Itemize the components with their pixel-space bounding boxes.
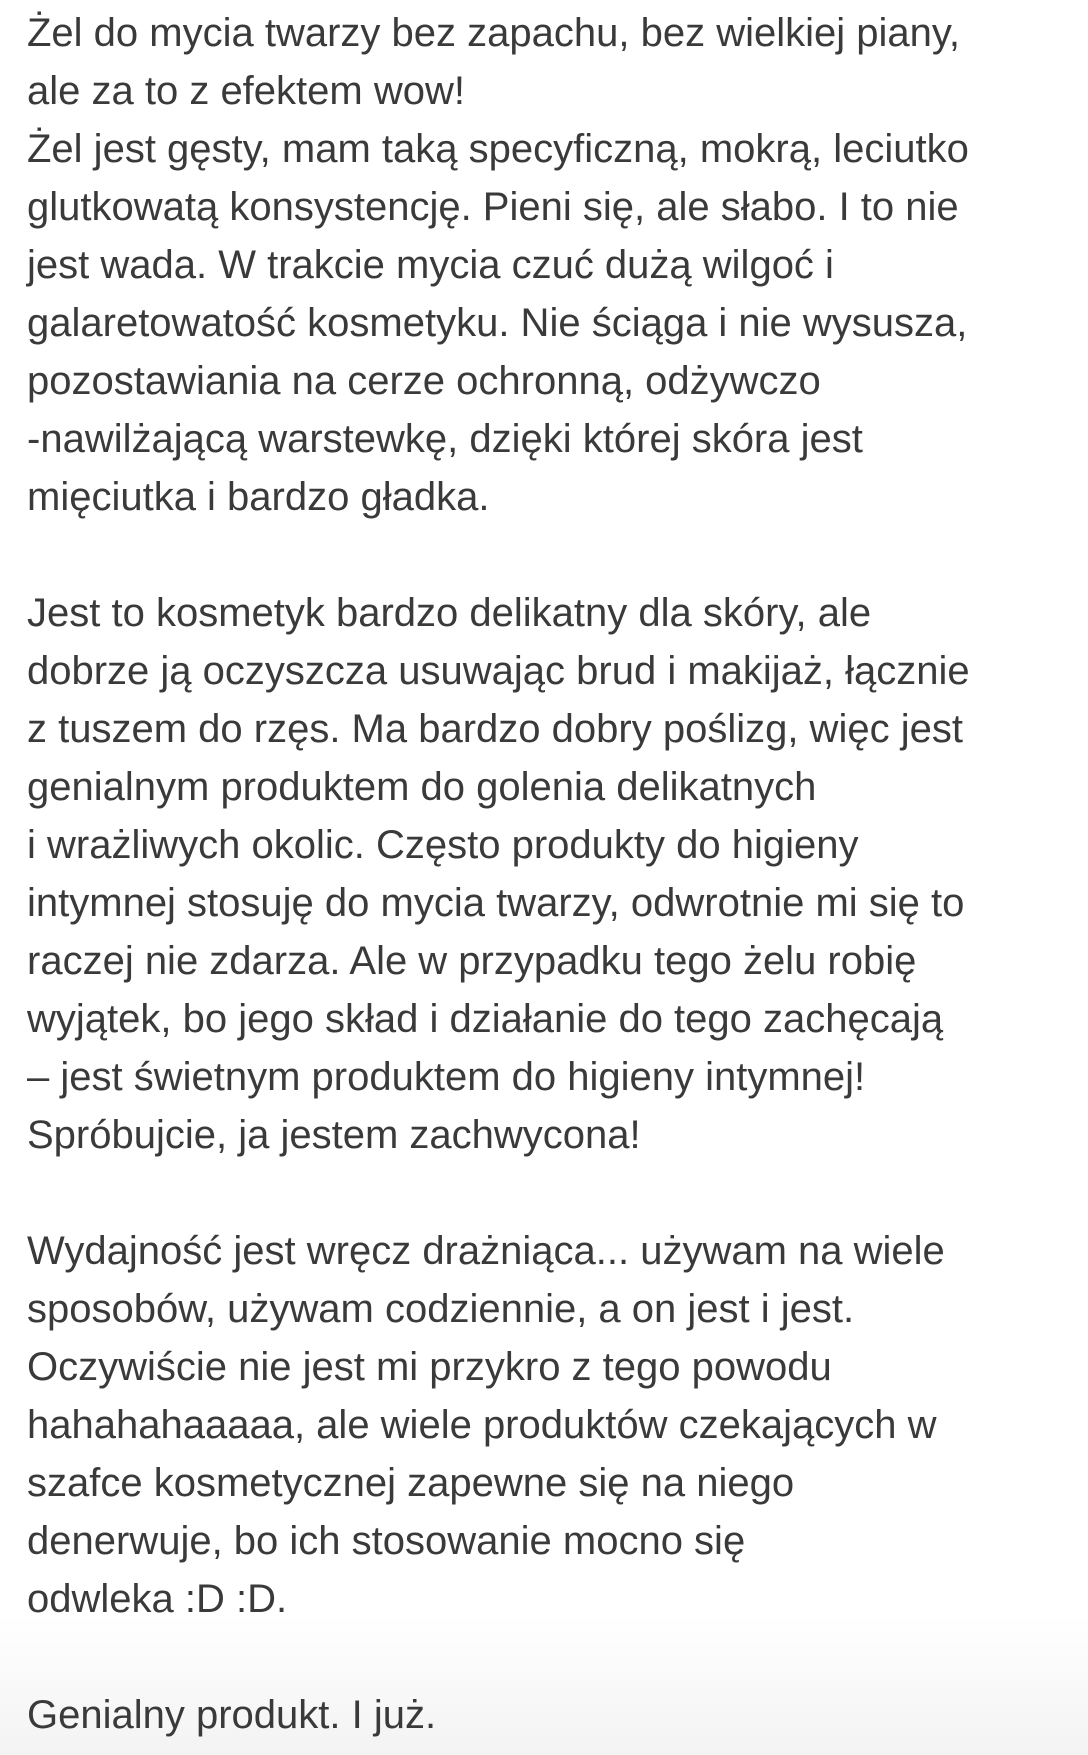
text-line: Jest to kosmetyk bardzo delikatny dla skóry, ale [27,591,872,635]
paragraph-2 [27,584,1077,1164]
paragraph-3 [27,1222,1077,1628]
text-line: denerwuje, bo ich stosowanie mocno się [27,1519,746,1563]
text-line: ale za to z efektem wow! [27,69,465,113]
text-line: glutkowatą konsystencję. Pieni się, ale słabo. I to nie [27,185,959,229]
text-line: hahahahaaaaa, ale wiele produktów czekających w [27,1403,937,1447]
text-line: Oczywiście nie jest mi przykro z tego powodu [27,1345,832,1389]
text-line: genialnym produktem do golenia delikatnych [27,765,817,809]
text-line: Żel do mycia twarzy bez zapachu, bez wielkiej piany, [27,11,961,55]
paragraph-gap [27,1628,1077,1686]
paragraph-gap [27,1164,1077,1222]
text-line: raczej nie zdarza. Ale w przypadku tego żelu robię [27,939,917,983]
text-line: mięciutka i bardzo gładka. [27,475,490,519]
text-line: i wrażliwych okolic. Często produkty do higieny [27,823,859,867]
text-line: odwleka :D :D. [27,1577,288,1621]
text-line: -nawilżającą warstewkę, dzięki której skóra jest [27,417,863,461]
text-line: sposobów, używam codziennie, a on jest i jest. [27,1287,855,1331]
text-line: jest wada. W trakcie mycia czuć dużą wilgoć i [27,243,834,287]
text-line: Wydajność jest wręcz drażniąca... używam na wiele [27,1229,945,1273]
text-line: Żel jest gęsty, mam taką specyficzną, mokrą, leciutko [27,127,969,171]
text-line: – jest świetnym produktem do higieny intymnej! [27,1055,866,1099]
text-line: Genialny produkt. I już. [27,1693,437,1737]
text-line: pozostawiania na cerze ochronną, odżywczo [27,359,821,403]
paragraph-1 [27,4,1077,526]
paragraph-4 [27,1686,1077,1744]
text-line: szafce kosmetycznej zapewne się na niego [27,1461,795,1505]
review-text [27,4,1077,1744]
text-line: z tuszem do rzęs. Ma bardzo dobry poślizg, więc jest [27,707,963,751]
text-line: galaretowatość kosmetyku. Nie ściąga i nie wysusza, [27,301,968,345]
text-line: dobrze ją oczyszcza usuwając brud i makijaż, łącznie [27,649,970,693]
paragraph-gap [27,526,1077,584]
text-line: Spróbujcie, ja jestem zachwycona! [27,1113,641,1157]
text-line: intymnej stosuję do mycia twarzy, odwrotnie mi się to [27,881,965,925]
text-line: wyjątek, bo jego skład i działanie do tego zachęcają [27,997,944,1041]
